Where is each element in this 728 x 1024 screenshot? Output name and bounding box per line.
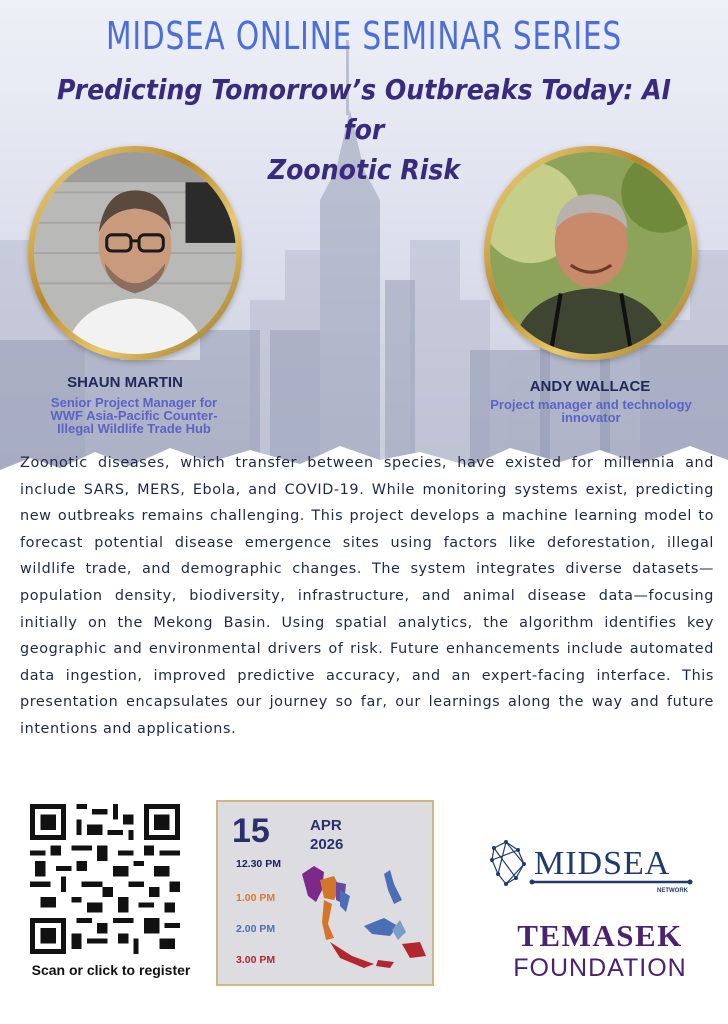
time-slot: 2.00 PM (236, 923, 276, 935)
speaker-1-photo (28, 146, 242, 360)
time-slot: 12.30 PM (236, 858, 281, 870)
time-slot: 1.00 PM (236, 892, 276, 904)
speaker-2-role-line: innovator (561, 410, 621, 425)
talk-title-line-1: Predicting Tomorrow’s Outbreaks Today: AI for (56, 73, 672, 146)
qr-caption: Scan or click to register (31, 962, 191, 978)
speaker-1-name: SHAUN MARTIN (67, 374, 183, 391)
speaker-1-role-line: WWF Asia-Pacific Counter- (50, 408, 218, 423)
speaker-2-photo (484, 146, 698, 360)
abstract-text: Zoonotic diseases, which transfer between species, have existed for millennia and include SARS, MERS, Ebola, and COVID-19. While monitoring systems exist, predicting new outbreaks remains challenging. This project develops a machine learning model to forecast potential disease emergence sites using factors like deforestation, illegal wildlife trade, and demographic changes. The system integrates diverse datasets—population density, biodiversity, infrastructure, and animal disease data—focusing initially on the Mekong Basin. Using spatial analytics, the algorithm identifies key geographic and environmental drivers of risk. Future enhancements include automated data ingestion, improved predictive accuracy, and an expert-facing interface. This presentation encapsulates our journey so far, our learnings along the way and future intentions and applications. (20, 455, 714, 737)
event-month: APR (310, 817, 342, 834)
temasek-logo-line-2: FOUNDATION (513, 954, 687, 982)
talk-title-line-2: Zoonotic Risk (267, 153, 461, 186)
event-day: 15 (232, 812, 270, 850)
midsea-wordmark: MIDSEA (534, 845, 671, 882)
midsea-network-tag: NETWORK (657, 888, 688, 894)
event-date-card (216, 800, 434, 986)
speaker-1-role-line: Illegal Wildlife Trade Hub (57, 421, 211, 436)
southeast-asia-map-icon (294, 860, 430, 982)
speaker-2-portrait-image (490, 152, 692, 354)
time-slot: 3.00 PM (236, 954, 276, 966)
temasek-logo-line-1: TEMASEK (517, 918, 683, 953)
speaker-2-role-line: Project manager and technology (490, 397, 692, 412)
speaker-1-role (18, 396, 250, 435)
speaker-2-name: ANDY WALLACE (529, 378, 651, 395)
speaker-2-role (460, 398, 722, 424)
midsea-network-logo (488, 838, 704, 898)
seminar-series-title: MIDSEA ONLINE SEMINAR SERIES (105, 14, 623, 58)
event-year: 2026 (310, 836, 344, 853)
event-month-year (310, 816, 343, 854)
speaker-1-portrait-image (34, 152, 236, 354)
registration-qr-code[interactable] (30, 804, 180, 954)
speaker-1-role-line: Senior Project Manager for (50, 395, 218, 410)
qr-code-icon (30, 804, 180, 954)
